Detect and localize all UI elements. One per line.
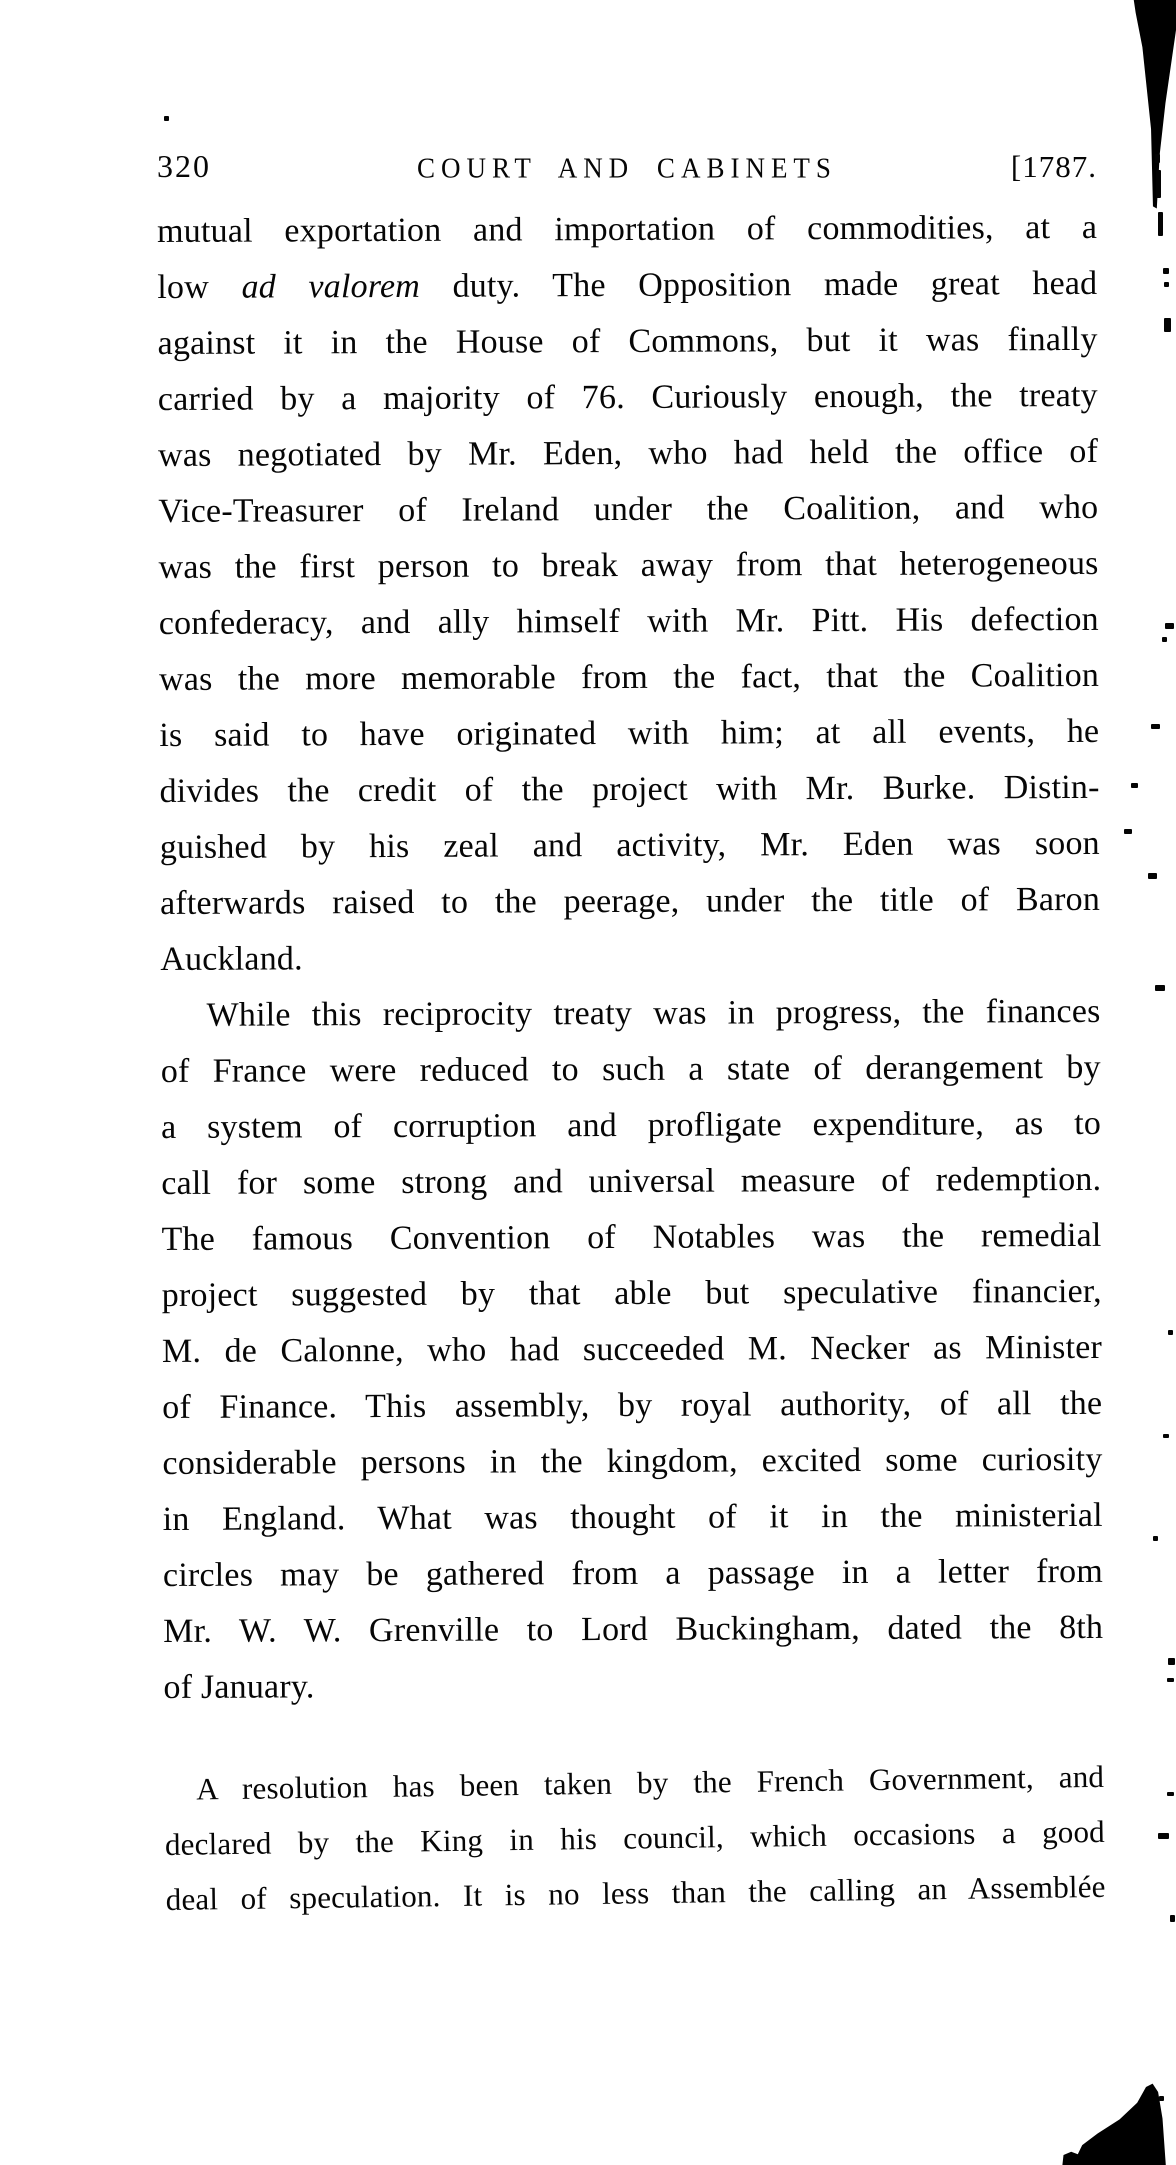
- text-line: carried by a majority of 76. Curiously enough, the treaty: [157, 376, 1098, 418]
- text-line: of Finance. This assembly, by royal authority, of all the: [162, 1384, 1103, 1426]
- ink-speck: [1158, 212, 1163, 236]
- paragraph-france-finances: [160, 984, 1103, 1716]
- ink-speck: [1168, 1330, 1173, 1335]
- letter-excerpt: [164, 1749, 1106, 1927]
- ink-speck: [1131, 783, 1138, 788]
- text-line: Mr. W. W. Grenville to Lord Buckingham, dated the 8th: [163, 1608, 1104, 1650]
- ink-speck: [1158, 1833, 1169, 1839]
- text-line: M. de Calonne, who had succeeded M. Necker as Minister: [161, 1328, 1103, 1370]
- page-header: [157, 148, 1097, 185]
- text-line: mutual exportation and importation of commodities, at a: [157, 208, 1098, 250]
- text-line: Vice-Treasurer of Ireland under the Coalition, and who: [158, 488, 1099, 530]
- text-line: afterwards raised to the peerage, under the title of Baron: [159, 880, 1101, 922]
- text-line: project suggested by that able but speculative financier,: [161, 1272, 1102, 1314]
- text-line: A resolution has been taken by the French Government, and: [195, 1758, 1105, 1807]
- text-line: divides the credit of the project with Mr. Burke. Distin-: [159, 768, 1100, 810]
- ink-speck: [1168, 1658, 1175, 1665]
- ink-speck: [1124, 829, 1132, 834]
- ink-speck: [1164, 282, 1169, 287]
- text-line: low ad valorem duty. The Opposition made great head: [157, 264, 1098, 306]
- running-title: COURT AND CABINETS: [417, 152, 837, 184]
- text-line: of France were reduced to such a state of derangement by: [160, 1048, 1101, 1090]
- text-line: The famous Convention of Notables was the remedial: [161, 1216, 1102, 1258]
- text-line: confederacy, and ally himself with Mr. Pitt. His defection: [158, 600, 1099, 642]
- ink-speck: [1156, 170, 1161, 198]
- scan-artifact-bottom-right: [1058, 2082, 1168, 2165]
- paragraph-treaty: [157, 200, 1100, 988]
- ink-speck: [1155, 154, 1160, 163]
- ink-speck: [1159, 2096, 1164, 2101]
- text-line: call for some strong and universal measure of redemption.: [161, 1160, 1102, 1202]
- text-line: Auckland.: [160, 940, 303, 978]
- text-line: a system of corruption and profligate expenditure, as to: [160, 1104, 1102, 1146]
- ink-speck: [1165, 623, 1174, 629]
- text-line: against it in the House of Commons, but it was finally: [157, 320, 1098, 362]
- text-line: is said to have originated with him; at all events, he: [159, 712, 1100, 754]
- text-line: circles may be gathered from a passage in a letter from: [162, 1552, 1104, 1594]
- ink-speck: [1163, 268, 1169, 274]
- scan-artifact-top-right: [1128, 0, 1176, 215]
- text-line: was the more memorable from the fact, that the Coalition: [158, 656, 1100, 698]
- ink-speck: [1162, 637, 1167, 642]
- text-line: of January.: [163, 1668, 315, 1706]
- year-marker: [1787.: [1010, 149, 1097, 184]
- text-line: While this reciprocity treaty was in progress, the finances: [206, 992, 1101, 1034]
- text-line: declared by the King in his council, which occasions a good: [164, 1813, 1106, 1862]
- text-line: considerable persons in the kingdom, excited some curiosity: [162, 1440, 1103, 1482]
- ink-speck: [1170, 1915, 1175, 1922]
- ink-speck: [1155, 985, 1165, 991]
- text-line: in England. What was thought of it in the ministerial: [162, 1496, 1103, 1538]
- ink-speck: [1167, 1792, 1174, 1796]
- ink-speck: [1148, 873, 1157, 879]
- text-line: guished by his zeal and activity, Mr. Eden was soon: [159, 824, 1100, 866]
- text-line: deal of speculation. It is no less than the calling an Assemblée: [165, 1868, 1106, 1917]
- ink-speck: [1151, 724, 1160, 729]
- ink-speck: [1163, 1434, 1169, 1438]
- page-number: 320: [157, 148, 211, 184]
- page-body: [157, 200, 1105, 1927]
- ink-speck: [1167, 1678, 1174, 1682]
- ink-speck: [1164, 318, 1171, 332]
- text-line: was the first person to break away from that heterogeneous: [158, 544, 1099, 586]
- ink-speck: [1153, 1536, 1158, 1541]
- ink-speck: [164, 116, 169, 121]
- text-line: was negotiated by Mr. Eden, who had held the office of: [158, 432, 1099, 474]
